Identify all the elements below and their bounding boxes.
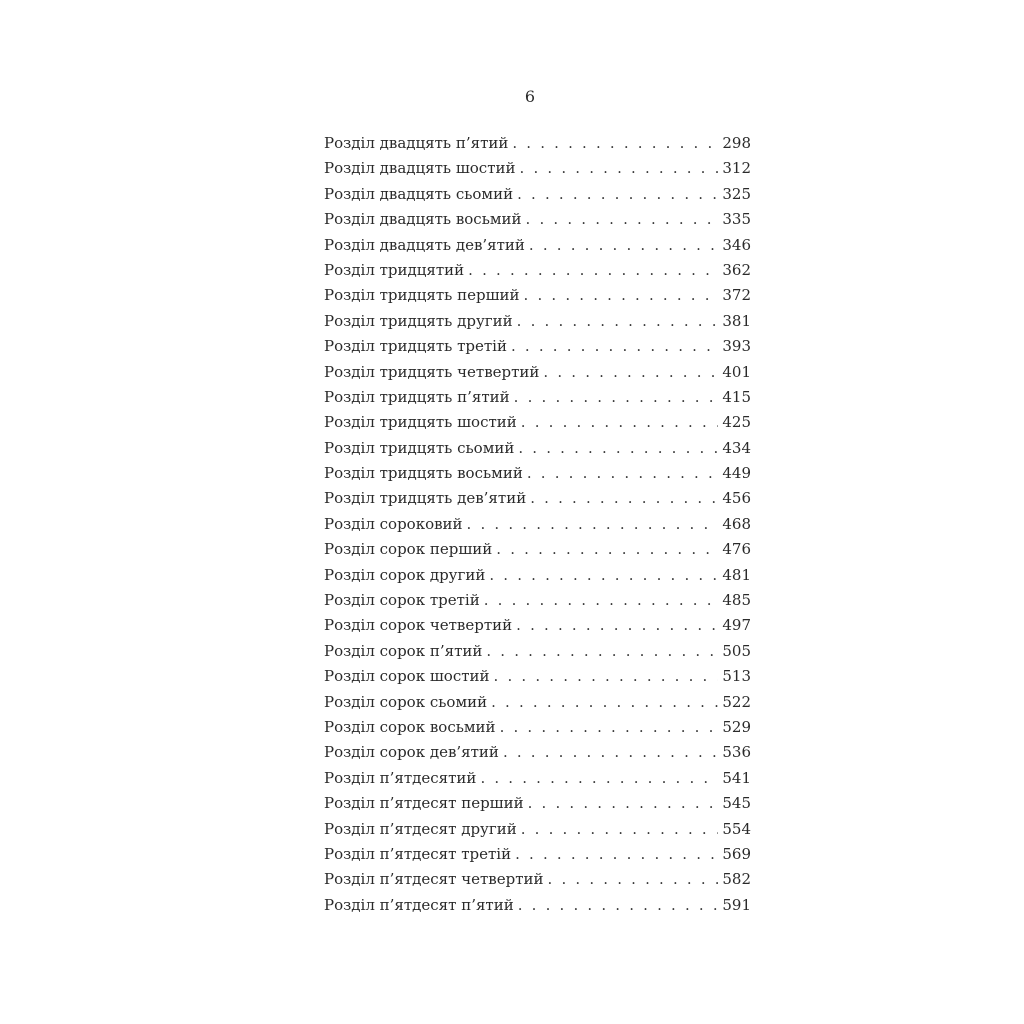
toc-entry[interactable] [324, 537, 751, 562]
toc-entry-page: 362 [722, 260, 751, 279]
toc-entry-title: Розділ сороковий [324, 514, 463, 533]
toc-entry-page: 298 [722, 134, 751, 152]
toc-entry-title: Розділ сорок другий [324, 565, 486, 584]
toc-dot-leader [514, 385, 719, 410]
toc-dot-leader [503, 740, 718, 765]
toc-entry-page: 434 [722, 438, 751, 457]
toc-entry-title: Розділ сорок п’ятий [324, 641, 483, 660]
toc-dot-leader [516, 613, 718, 638]
toc-entry-title: Розділ тридцять сьомий [324, 438, 515, 457]
toc-entry[interactable] [324, 563, 751, 588]
toc-entry-page: 497 [722, 616, 751, 635]
toc-dot-leader [512, 131, 718, 156]
toc-dot-leader [521, 410, 719, 435]
toc-dot-leader [548, 867, 719, 892]
toc-entry-title: Розділ двадцять п’ятий [324, 134, 509, 152]
toc-entry[interactable] [324, 715, 751, 740]
table-of-contents [324, 131, 751, 918]
toc-dot-leader [515, 842, 718, 867]
toc-entry[interactable] [324, 334, 751, 359]
toc-entry-title: Розділ п’ятдесят другий [324, 819, 517, 838]
toc-entry[interactable] [324, 613, 751, 638]
toc-dot-leader [491, 690, 718, 715]
toc-entry-title: Розділ тридцять шостий [324, 413, 517, 432]
toc-entry-title: Розділ двадцять дев’ятий [324, 235, 525, 254]
toc-entry-page: 425 [722, 413, 751, 432]
toc-dot-leader [494, 664, 719, 689]
toc-entry[interactable] [324, 867, 751, 892]
toc-entry-title: Розділ сорок третій [324, 591, 480, 610]
toc-dot-leader [517, 182, 718, 207]
toc-entry-page: 456 [722, 489, 751, 508]
toc-entry-page: 415 [722, 387, 751, 406]
toc-dot-leader [511, 334, 718, 359]
toc-entry[interactable] [324, 207, 751, 232]
toc-entry-title: Розділ тридцятий [324, 260, 465, 279]
toc-entry[interactable] [324, 156, 751, 181]
toc-entry-page: 569 [722, 844, 751, 863]
toc-entry-title: Розділ сорок сьомий [324, 692, 488, 711]
toc-entry[interactable] [324, 512, 751, 537]
toc-dot-leader [526, 207, 719, 232]
toc-entry-page: 468 [722, 514, 751, 533]
toc-entry-title: Розділ п’ятдесят п’ятий [324, 895, 514, 914]
toc-entry-page: 505 [722, 641, 751, 660]
toc-entry-title: Розділ п’ятдесят третій [324, 844, 512, 863]
toc-entry-page: 513 [722, 667, 751, 686]
toc-dot-leader [520, 156, 719, 181]
toc-entry[interactable] [324, 182, 751, 207]
toc-entry-page: 541 [722, 768, 751, 787]
toc-entry-page: 545 [722, 794, 751, 813]
toc-dot-leader [518, 436, 718, 461]
toc-entry-page: 372 [722, 286, 751, 305]
toc-entry-page: 381 [722, 311, 751, 330]
toc-entry-title: Розділ п’ятдесят четвертий [324, 870, 544, 889]
toc-entry[interactable] [324, 588, 751, 613]
toc-entry-title: Розділ сорок дев’ятий [324, 743, 499, 762]
toc-entry-title: Розділ тридцять дев’ятий [324, 489, 527, 508]
toc-entry-title: Розділ п’ятдесят перший [324, 794, 524, 813]
toc-entry[interactable] [324, 842, 751, 867]
toc-entry[interactable] [324, 893, 751, 918]
toc-entry-title: Розділ двадцять восьмий [324, 210, 522, 229]
toc-entry[interactable] [324, 131, 751, 156]
toc-dot-leader [529, 233, 718, 258]
toc-entry[interactable] [324, 233, 751, 258]
toc-entry[interactable] [324, 461, 751, 486]
toc-entry-title: Розділ сорок перший [324, 540, 493, 559]
toc-entry-title: Розділ тридцять п’ятий [324, 387, 510, 406]
toc-entry-page: 312 [722, 159, 751, 178]
toc-entry[interactable] [324, 639, 751, 664]
toc-entry[interactable] [324, 740, 751, 765]
toc-entry[interactable] [324, 436, 751, 461]
toc-entry-title: Розділ тридцять другий [324, 311, 513, 330]
toc-entry[interactable] [324, 309, 751, 334]
toc-entry-title: Розділ двадцять шостий [324, 159, 516, 178]
toc-entry-page: 335 [722, 210, 751, 229]
toc-entry-page: 536 [722, 743, 751, 762]
page-number: 6 [524, 87, 536, 106]
toc-entry-page: 591 [722, 895, 751, 914]
toc-entry-page: 529 [722, 717, 751, 736]
toc-entry[interactable] [324, 690, 751, 715]
toc-entry-page: 449 [722, 464, 751, 483]
toc-entry-title: Розділ сорок четвертий [324, 616, 513, 635]
toc-entry-page: 582 [722, 870, 751, 889]
toc-entry-page: 325 [722, 184, 751, 203]
toc-dot-leader [468, 258, 718, 283]
toc-entry[interactable] [324, 817, 751, 842]
toc-dot-leader [484, 588, 719, 613]
toc-entry-page: 522 [722, 692, 751, 711]
toc-entry-page: 346 [722, 235, 751, 254]
toc-entry-page: 401 [722, 362, 751, 381]
toc-dot-leader [527, 461, 719, 486]
toc-entry[interactable] [324, 766, 751, 791]
toc-dot-leader [528, 791, 719, 816]
toc-entry[interactable] [324, 410, 751, 435]
toc-entry[interactable] [324, 791, 751, 816]
toc-entry-title: Розділ сорок восьмий [324, 717, 496, 736]
toc-entry-page: 476 [722, 540, 751, 559]
toc-entry[interactable] [324, 664, 751, 689]
toc-entry-title: Розділ тридцять четвертий [324, 362, 540, 381]
toc-dot-leader [530, 486, 718, 511]
toc-entry-title: Розділ двадцять сьомий [324, 184, 514, 203]
toc-dot-leader [524, 283, 719, 308]
toc-entry-page: 393 [722, 337, 751, 356]
toc-entry-title: Розділ п’ятдесятий [324, 768, 477, 787]
toc-entry-title: Розділ тридцять восьмий [324, 464, 523, 483]
toc-entry[interactable] [324, 385, 751, 410]
toc-entry-title: Розділ тридцять третій [324, 337, 507, 356]
toc-dot-leader [521, 817, 719, 842]
toc-entry-page: 481 [722, 565, 751, 584]
toc-dot-leader [500, 715, 719, 740]
toc-entry[interactable] [324, 360, 751, 385]
toc-dot-leader [480, 766, 718, 791]
toc-dot-leader [517, 309, 719, 334]
toc-dot-leader [543, 360, 718, 385]
toc-dot-leader [467, 512, 719, 537]
toc-entry-title: Розділ тридцять перший [324, 286, 520, 305]
toc-dot-leader [496, 537, 718, 562]
toc-entry-page: 485 [722, 591, 751, 610]
toc-dot-leader [489, 563, 718, 588]
toc-entry[interactable] [324, 283, 751, 308]
toc-entry[interactable] [324, 258, 751, 283]
toc-dot-leader [518, 893, 719, 918]
toc-entry-title: Розділ сорок шостий [324, 667, 490, 686]
toc-dot-leader [486, 639, 718, 664]
toc-entry-page: 554 [722, 819, 751, 838]
toc-entry[interactable] [324, 486, 751, 511]
